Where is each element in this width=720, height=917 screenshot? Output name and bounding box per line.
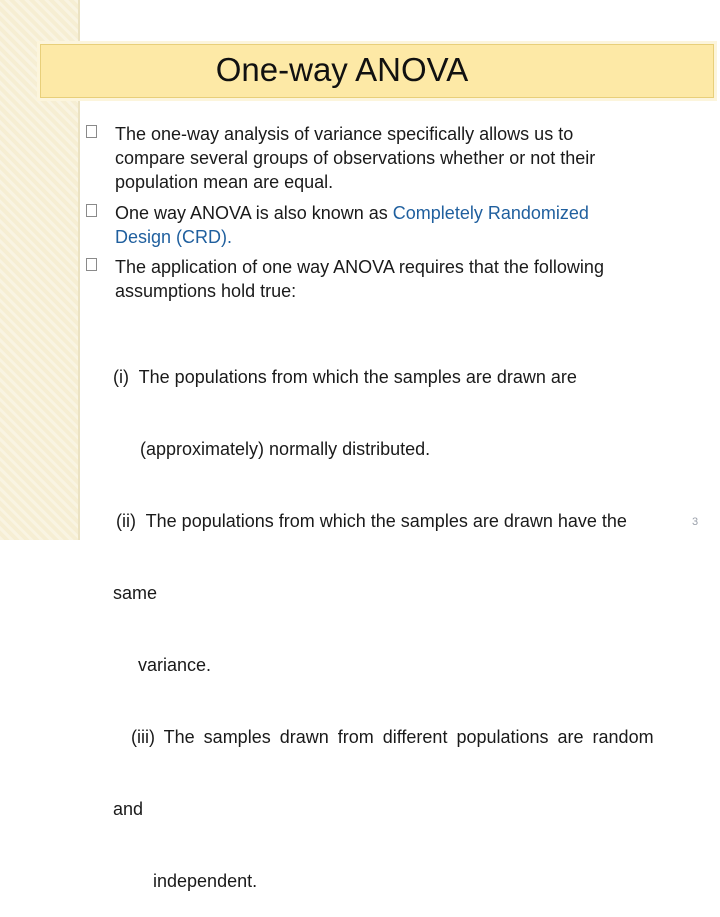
assumption-line: variance. bbox=[113, 655, 212, 675]
bullet-line: compare several groups of observations whether or not their bbox=[115, 148, 596, 168]
slide-title bbox=[40, 44, 712, 96]
bullet-text-2 bbox=[115, 201, 690, 249]
bullet-line: population mean are equal. bbox=[115, 172, 334, 192]
bullet-line: The application of one way ANOVA requires that the following bbox=[115, 257, 604, 277]
assumption-line: and bbox=[113, 799, 144, 819]
highlighted-term-continued: Design (CRD). bbox=[115, 227, 233, 247]
highlighted-term: Completely Randomized bbox=[392, 203, 589, 223]
assumption-line: (i) The populations from which the samples are drawn are bbox=[113, 367, 577, 387]
bullet-text-1 bbox=[115, 122, 690, 194]
bullet-text-3 bbox=[115, 255, 690, 303]
assumptions-list bbox=[113, 317, 698, 917]
bullet-line: assumptions hold true: bbox=[115, 281, 297, 301]
slide-title-text: One-way ANOVA bbox=[215, 51, 469, 88]
bullet-text-plain: One way ANOVA is also known as bbox=[115, 203, 393, 223]
assumption-line: (iii) The samples drawn from different populations are random bbox=[113, 727, 654, 747]
bullet-box-icon bbox=[86, 258, 97, 271]
assumption-line: (ii) The populations from which the samples are drawn have the bbox=[116, 511, 627, 531]
assumption-line: independent. bbox=[113, 871, 258, 891]
bullet-box-icon bbox=[86, 204, 97, 217]
bullet-box-icon bbox=[86, 125, 97, 138]
assumption-line: same bbox=[113, 583, 158, 603]
bullet-line: The one-way analysis of variance specifically allows us to bbox=[115, 124, 574, 144]
assumption-line: (approximately) normally distributed. bbox=[115, 439, 431, 459]
page-number: 3 bbox=[692, 516, 699, 528]
bullet-line bbox=[115, 201, 690, 225]
